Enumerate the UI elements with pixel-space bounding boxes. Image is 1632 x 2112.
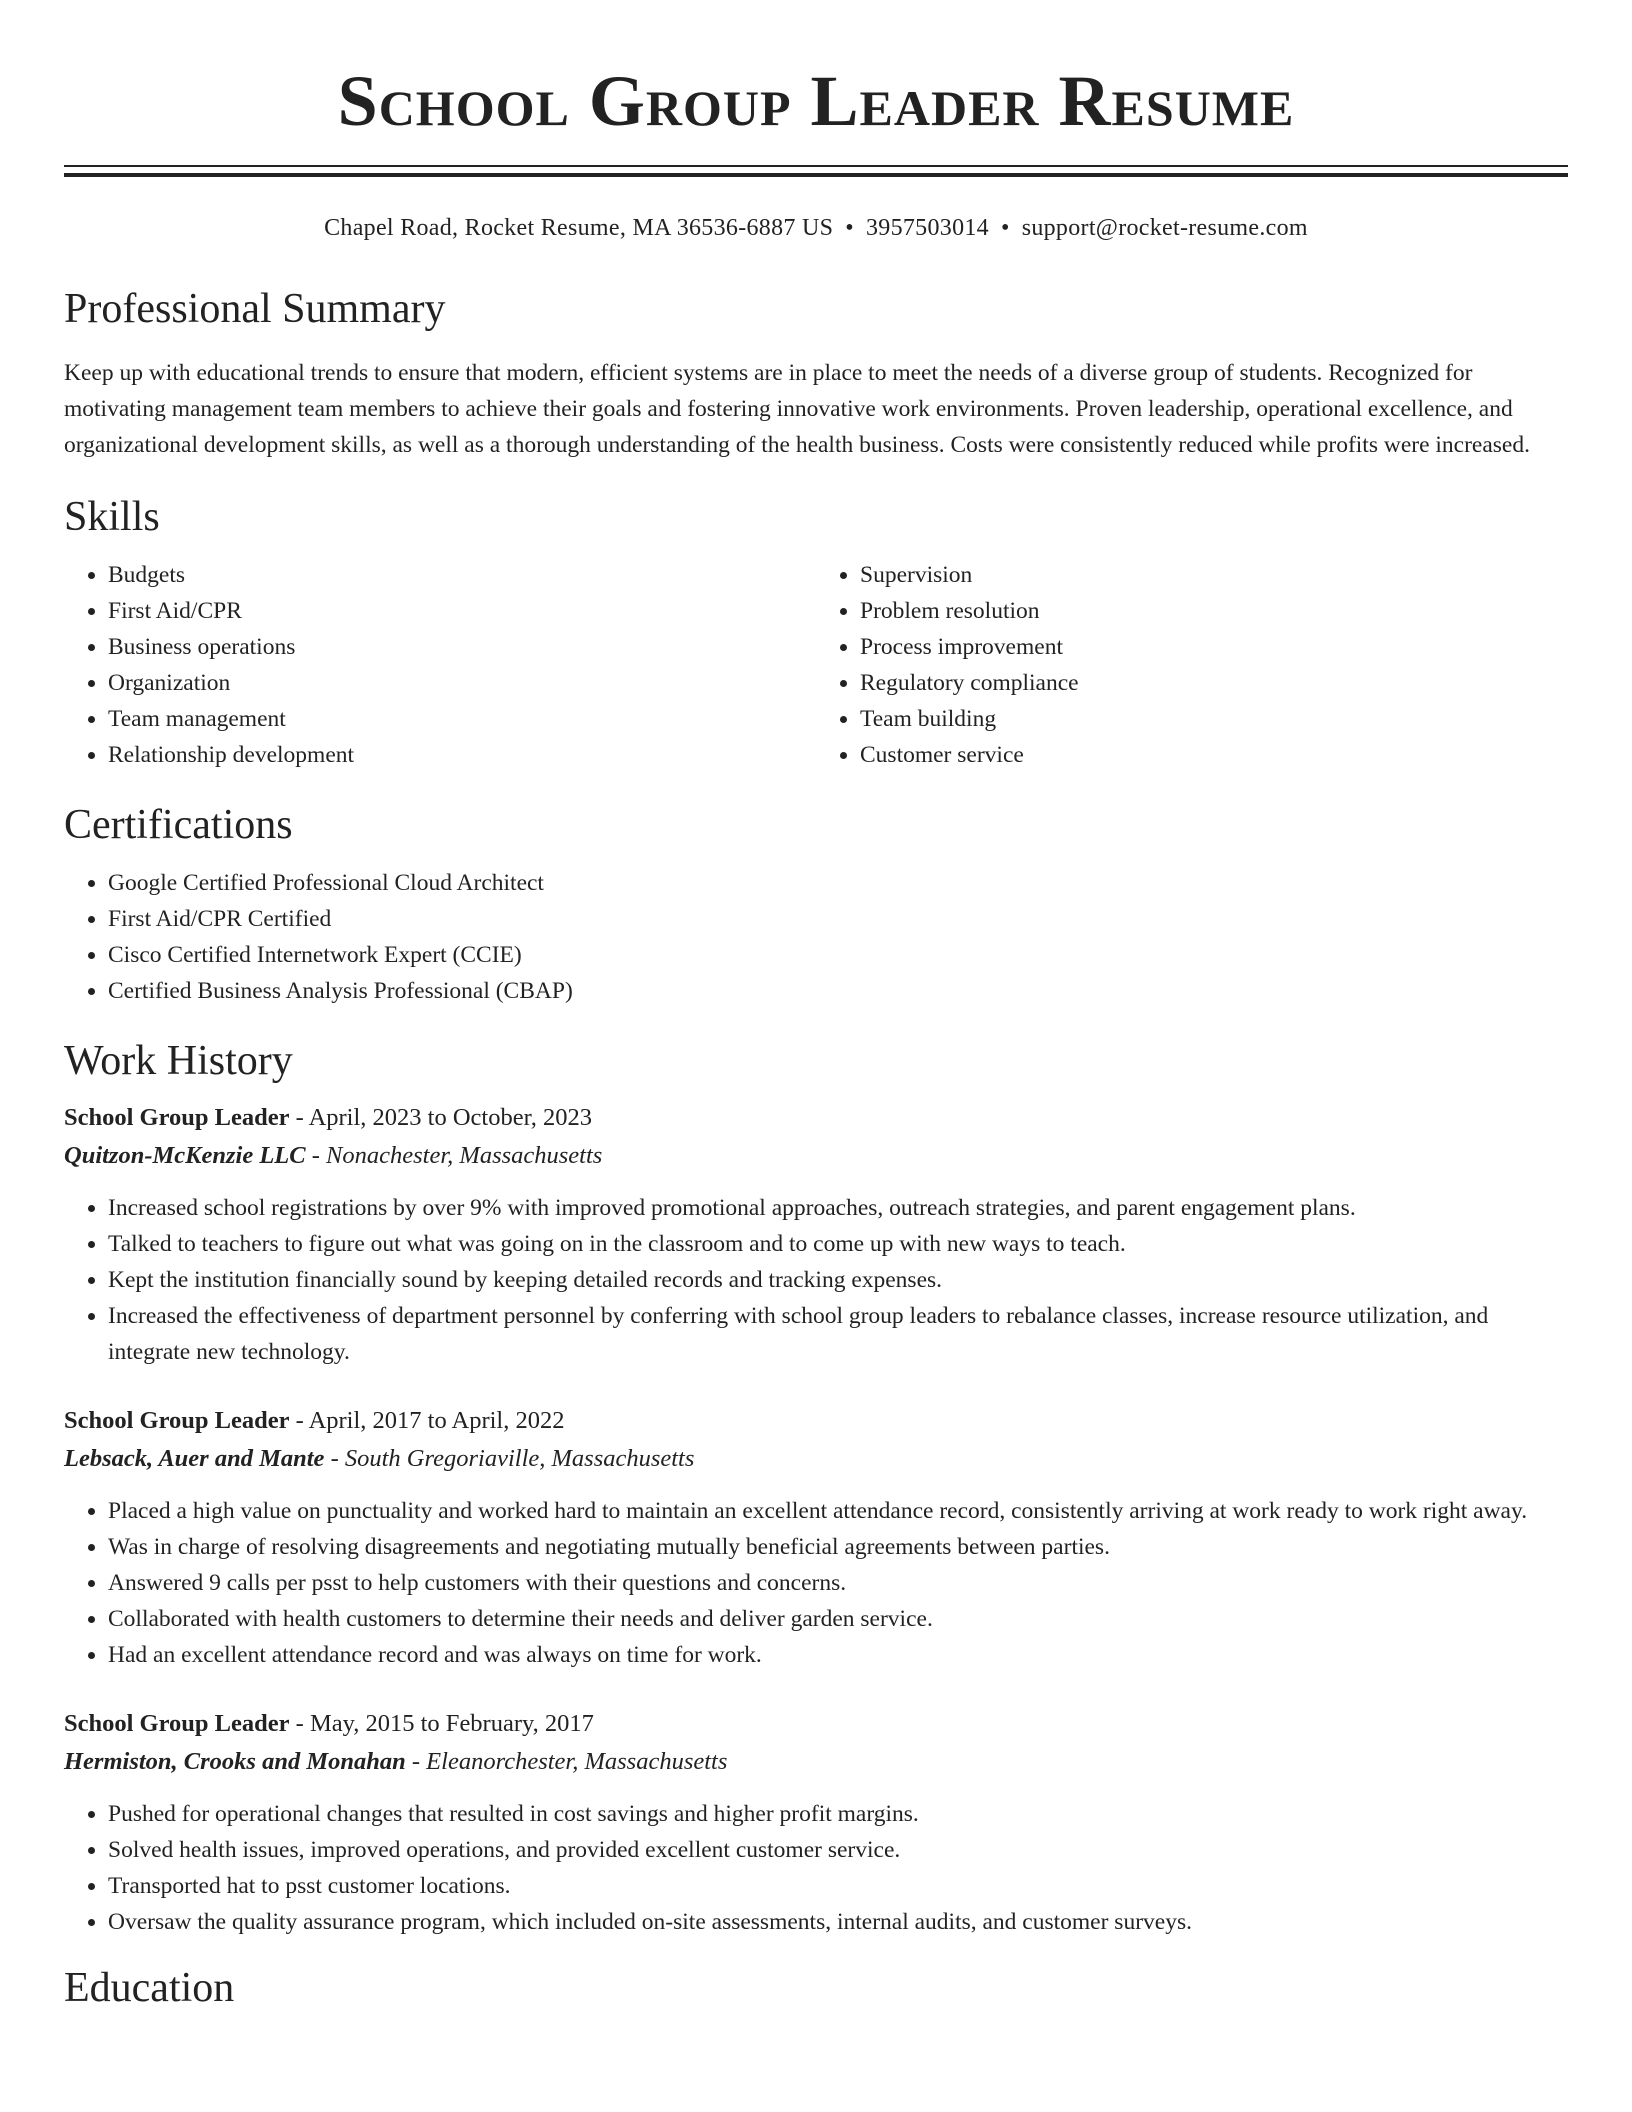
job-title: School Group Leader [64, 1407, 290, 1434]
job-bullet: • Increased the effectiveness of department personnel by conferring with school group leaders to rebalance classes, increase resource utilization, and integrate new technology. [108, 1298, 1568, 1370]
summary-heading: Professional Summary [64, 286, 446, 332]
work-history-section [64, 1035, 1568, 1940]
job-location: South Gregoriaville, Massachusetts [344, 1445, 695, 1472]
job-company: Quitzon-McKenzie LLC [64, 1142, 306, 1169]
summary-text: Keep up with educational trends to ensure that modern, efficient systems are in place to meet the needs of a diverse group of students. Recognized for motivating management team members to achieve their goals and fostering innovative work environments. Proven leadership, operational excellence, and organizational development skills, as well as a thorough understanding of the health business. Costs were consistently reduced while profits were increased. [64, 360, 1530, 458]
job-title-line: School Group Leader - April, 2017 to April, 2022 [64, 1407, 565, 1434]
certifications-section [64, 799, 1568, 1009]
job-entry [64, 1402, 1568, 1673]
certifications-list [64, 865, 1568, 1009]
skill-item: • Budgets [108, 557, 816, 593]
skill-item: • Process improvement [860, 629, 1568, 665]
job-bullet: • Kept the institution financially sound by keeping detailed records and tracking expenses. [108, 1262, 1568, 1298]
job-title-line: School Group Leader - April, 2023 to October, 2023 [64, 1104, 593, 1131]
job-title: School Group Leader [64, 1104, 290, 1131]
job-bullet: • Solved health issues, improved operations, and provided excellent customer service. [108, 1832, 1568, 1868]
skill-item: • Team management [108, 701, 816, 737]
education-heading: Education [64, 1965, 235, 2011]
skill-item: • Supervision [860, 557, 1568, 593]
job-bullet: • Talked to teachers to figure out what was going on in the classroom and to come up with new ways to teach. [108, 1226, 1568, 1262]
job-bullet: • Was in charge of resolving disagreements and negotiating mutually beneficial agreements between parties. [108, 1529, 1568, 1565]
job-dates: April, 2017 to April, 2022 [308, 1407, 565, 1434]
job-bullets [64, 1493, 1568, 1673]
skill-item: • Organization [108, 665, 816, 701]
header-divider-thick [64, 173, 1568, 177]
skill-item: • Team building [860, 701, 1568, 737]
summary-section [64, 283, 1568, 463]
job-company: Hermiston, Crooks and Monahan [64, 1748, 406, 1775]
certification-item: • Certified Business Analysis Professional (CBAP) [108, 973, 1568, 1009]
job-location: Eleanorchester, Massachusetts [426, 1748, 728, 1775]
job-title-line: School Group Leader - May, 2015 to February, 2017 [64, 1710, 594, 1737]
page-title: School Group Leader Resume [337, 61, 1295, 141]
certification-item: • Cisco Certified Internetwork Expert (CCIE) [108, 937, 1568, 973]
skills-list-right [816, 557, 1568, 773]
job-entry [64, 1705, 1568, 1940]
certifications-heading: Certifications [64, 802, 293, 848]
job-company-line: Quitzon-McKenzie LLC - Nonachester, Massachusetts [64, 1142, 603, 1169]
skills-list-left [64, 557, 816, 773]
contact-separator: • [845, 215, 854, 241]
skills-section [64, 491, 1568, 773]
work-history-heading: Work History [64, 1038, 293, 1084]
skill-item: • Customer service [860, 737, 1568, 773]
education-section [64, 1962, 1568, 2014]
contact-phone: 3957503014 [865, 215, 989, 241]
certification-item: • Google Certified Professional Cloud Architect [108, 865, 1568, 901]
job-bullets [64, 1796, 1568, 1940]
job-company: Lebsack, Auer and Mante [64, 1445, 325, 1472]
skill-item: • Business operations [108, 629, 816, 665]
job-bullet: • Placed a high value on punctuality and worked hard to maintain an excellent attendance record, consistently arriving at work ready to work right away. [108, 1493, 1568, 1529]
job-bullet: • Increased school registrations by over 9% with improved promotional approaches, outreach strategies, and parent engagement plans. [108, 1190, 1568, 1226]
skill-item: • Problem resolution [860, 593, 1568, 629]
job-bullet: • Transported hat to psst customer locations. [108, 1868, 1568, 1904]
skill-item: • Relationship development [108, 737, 816, 773]
contact-line [64, 213, 1568, 243]
certification-item: • First Aid/CPR Certified [108, 901, 1568, 937]
skills-heading: Skills [64, 494, 160, 540]
skills-columns [64, 557, 1568, 773]
job-company-line: Lebsack, Auer and Mante - South Gregoriaville, Massachusetts [64, 1445, 695, 1472]
contact-email: support@rocket-resume.com [1021, 215, 1308, 241]
job-bullet: • Had an excellent attendance record and was always on time for work. [108, 1637, 1568, 1673]
skill-item: • First Aid/CPR [108, 593, 816, 629]
contact-address: Chapel Road, Rocket Resume, MA 36536-6887 US [324, 215, 834, 241]
job-dates: May, 2015 to February, 2017 [309, 1710, 594, 1737]
skill-item: • Regulatory compliance [860, 665, 1568, 701]
job-bullet: • Collaborated with health customers to determine their needs and deliver garden service. [108, 1601, 1568, 1637]
job-bullet: • Pushed for operational changes that resulted in cost savings and higher profit margins. [108, 1796, 1568, 1832]
job-bullets [64, 1190, 1568, 1370]
job-title: School Group Leader [64, 1710, 290, 1737]
job-bullet: • Oversaw the quality assurance program, which included on-site assessments, internal audits, and customer surveys. [108, 1904, 1568, 1940]
header-divider-thin [64, 165, 1568, 167]
job-bullet: • Answered 9 calls per psst to help customers with their questions and concerns. [108, 1565, 1568, 1601]
job-entry [64, 1099, 1568, 1370]
job-location: Nonachester, Massachusetts [326, 1142, 603, 1169]
job-dates: April, 2023 to October, 2023 [308, 1104, 593, 1131]
job-company-line: Hermiston, Crooks and Monahan - Eleanorchester, Massachusetts [64, 1748, 728, 1775]
contact-separator: • [1000, 215, 1010, 241]
